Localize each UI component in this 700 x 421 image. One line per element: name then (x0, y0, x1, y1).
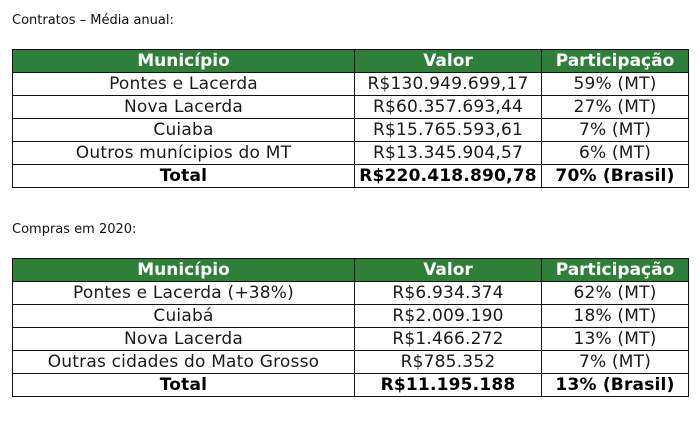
cell-municipio: Pontes e Lacerda (13, 73, 355, 96)
purchases-table (12, 258, 689, 397)
cell-participacao: 6% (MT) (542, 142, 689, 165)
cell-participacao: 59% (MT) (542, 73, 689, 96)
table-row (13, 305, 689, 328)
total-row (13, 374, 689, 397)
cell-valor: R$785.352 (355, 351, 542, 374)
cell-valor: R$6.934.374 (355, 282, 542, 305)
table-row (13, 282, 689, 305)
cell-municipio: Nova Lacerda (13, 96, 355, 119)
column-header-valor: Valor (355, 50, 542, 73)
cell-participacao: 13% (MT) (542, 328, 689, 351)
cell-municipio: Outros munícipios do MT (13, 142, 355, 165)
cell-participacao: 27% (MT) (542, 96, 689, 119)
contracts-caption: Contratos – Média anual: (12, 13, 174, 28)
table-row (13, 142, 689, 165)
cell-valor: R$130.949.699,17 (355, 73, 542, 96)
cell-valor: R$60.357.693,44 (355, 96, 542, 119)
table-header-row (13, 259, 689, 282)
column-header-valor: Valor (355, 259, 542, 282)
table-row (13, 73, 689, 96)
total-valor: R$11.195.188 (355, 374, 542, 397)
total-participacao: 13% (Brasil) (542, 374, 689, 397)
column-header-participacao: Participação (542, 50, 689, 73)
cell-valor: R$2.009.190 (355, 305, 542, 328)
table-row (13, 351, 689, 374)
cell-participacao: 18% (MT) (542, 305, 689, 328)
purchases-caption: Compras em 2020: (12, 222, 137, 237)
total-participacao: 70% (Brasil) (542, 165, 689, 188)
total-valor: R$220.418.890,78 (355, 165, 542, 188)
cell-municipio: Cuiabá (13, 305, 355, 328)
table-row (13, 119, 689, 142)
cell-participacao: 7% (MT) (542, 351, 689, 374)
cell-municipio: Pontes e Lacerda (+38%) (13, 282, 355, 305)
cell-municipio: Outras cidades do Mato Grosso (13, 351, 355, 374)
column-header-municipio: Município (13, 259, 355, 282)
cell-valor: R$1.466.272 (355, 328, 542, 351)
cell-municipio: Cuiaba (13, 119, 355, 142)
cell-municipio: Nova Lacerda (13, 328, 355, 351)
cell-valor: R$15.765.593,61 (355, 119, 542, 142)
total-row (13, 165, 689, 188)
cell-participacao: 62% (MT) (542, 282, 689, 305)
total-label: Total (13, 165, 355, 188)
total-label: Total (13, 374, 355, 397)
cell-participacao: 7% (MT) (542, 119, 689, 142)
contracts-table (12, 49, 689, 188)
table-header-row (13, 50, 689, 73)
cell-valor: R$13.345.904,57 (355, 142, 542, 165)
column-header-municipio: Município (13, 50, 355, 73)
table-row (13, 328, 689, 351)
table-row (13, 96, 689, 119)
column-header-participacao: Participação (542, 259, 689, 282)
